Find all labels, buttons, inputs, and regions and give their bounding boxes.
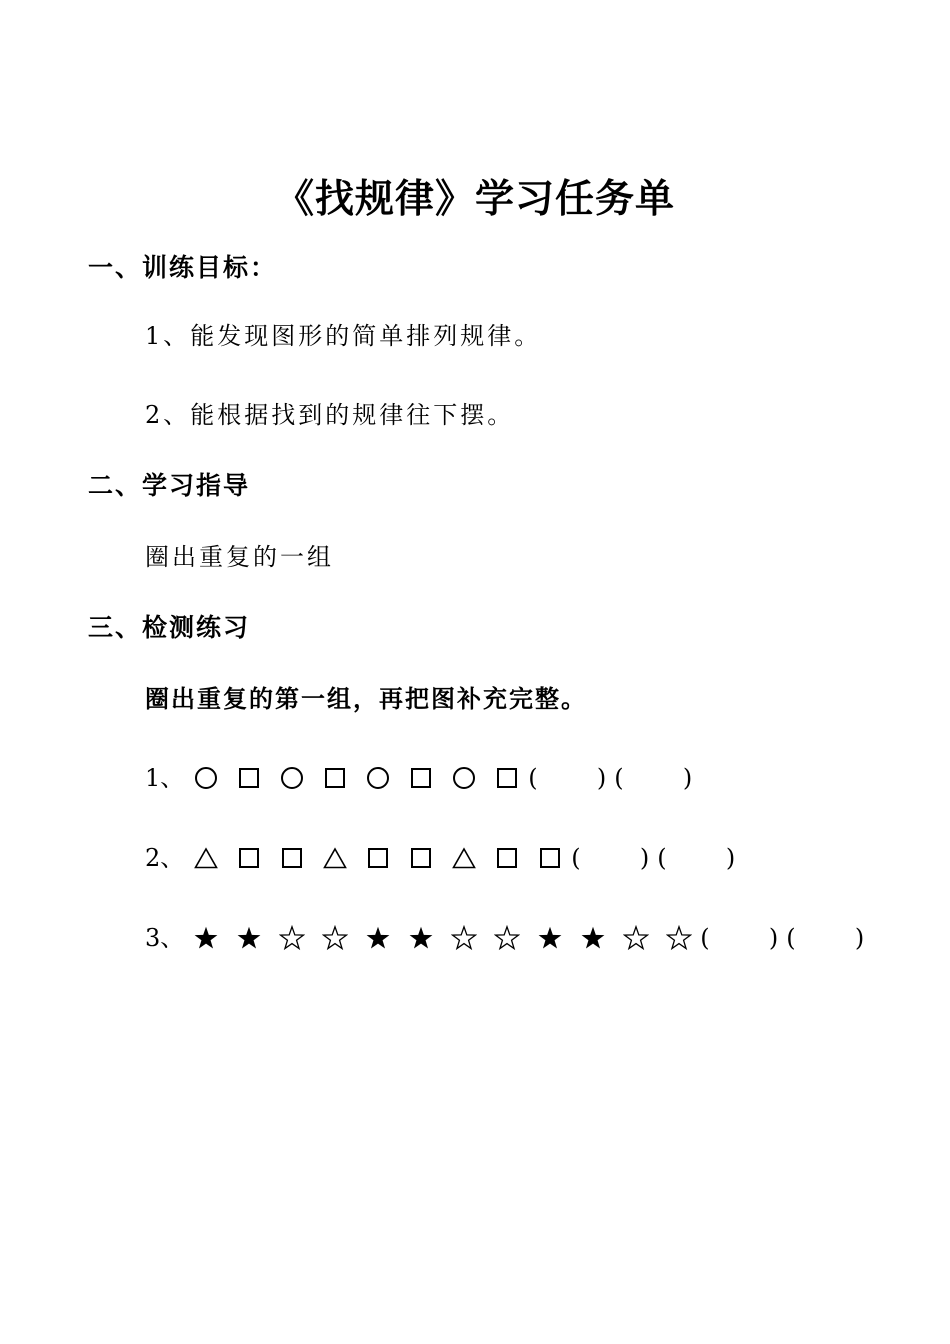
outline-star-icon bbox=[442, 918, 485, 958]
blank-open-paren: ( bbox=[786, 924, 796, 952]
section-heading-guidance: 二、学习指导 bbox=[88, 471, 251, 500]
section-heading-goals: 一、训练目标： bbox=[88, 253, 278, 282]
answer-blank bbox=[571, 838, 657, 878]
outline-star-icon bbox=[614, 918, 657, 958]
filled-star-icon bbox=[399, 918, 442, 958]
filled-star-icon bbox=[356, 918, 399, 958]
exercise-row-1 bbox=[145, 758, 700, 798]
goal-line-2: 2、能根据找到的规律往下摆。 bbox=[145, 401, 515, 429]
exercise-number: 2、 bbox=[145, 844, 185, 872]
filled-star-icon bbox=[571, 918, 614, 958]
square-icon bbox=[528, 838, 571, 878]
exercise-items bbox=[184, 758, 700, 798]
blank-close-paren: ) bbox=[725, 844, 736, 872]
blank-open-paren: ( bbox=[700, 924, 710, 952]
circle-icon bbox=[270, 758, 313, 798]
blank-open-paren: ( bbox=[528, 764, 538, 792]
blank-close-paren: ) bbox=[639, 844, 650, 872]
square-icon bbox=[270, 838, 313, 878]
blank-open-paren: ( bbox=[614, 764, 624, 792]
triangle-icon bbox=[442, 838, 485, 878]
exercise-items bbox=[184, 918, 872, 958]
section-heading-practice: 三、检测练习 bbox=[88, 613, 251, 642]
answer-blank bbox=[614, 758, 700, 798]
guidance-line: 圈出重复的一组 bbox=[145, 543, 334, 571]
answer-blank bbox=[786, 918, 872, 958]
square-icon bbox=[399, 838, 442, 878]
filled-star-icon bbox=[528, 918, 571, 958]
exercise-row-2 bbox=[145, 838, 743, 878]
blank-close-paren: ) bbox=[596, 764, 607, 792]
blank-close-paren: ) bbox=[768, 924, 779, 952]
practice-instruction: 圈出重复的第一组，再把图补充完整。 bbox=[145, 685, 587, 713]
square-icon bbox=[399, 758, 442, 798]
circle-icon bbox=[442, 758, 485, 798]
answer-blank bbox=[528, 758, 614, 798]
square-icon bbox=[485, 838, 528, 878]
exercise-number: 1、 bbox=[145, 764, 185, 792]
exercise-items bbox=[184, 838, 743, 878]
outline-star-icon bbox=[313, 918, 356, 958]
square-icon bbox=[356, 838, 399, 878]
answer-blank bbox=[700, 918, 786, 958]
circle-icon bbox=[356, 758, 399, 798]
square-icon bbox=[313, 758, 356, 798]
square-icon bbox=[485, 758, 528, 798]
square-icon bbox=[227, 838, 270, 878]
square-icon bbox=[227, 758, 270, 798]
page-title: 《找规律》学习任务单 bbox=[274, 177, 675, 222]
exercise-number: 3、 bbox=[145, 924, 185, 952]
outline-star-icon bbox=[485, 918, 528, 958]
triangle-icon bbox=[313, 838, 356, 878]
filled-star-icon bbox=[184, 918, 227, 958]
blank-close-paren: ) bbox=[854, 924, 865, 952]
exercise-row-3 bbox=[145, 918, 872, 958]
circle-icon bbox=[184, 758, 227, 798]
blank-close-paren: ) bbox=[682, 764, 693, 792]
outline-star-icon bbox=[657, 918, 700, 958]
blank-open-paren: ( bbox=[571, 844, 581, 872]
blank-open-paren: ( bbox=[657, 844, 667, 872]
outline-star-icon bbox=[270, 918, 313, 958]
goal-line-1: 1、能发现图形的简单排列规律。 bbox=[145, 322, 542, 350]
filled-star-icon bbox=[227, 918, 270, 958]
triangle-icon bbox=[184, 838, 227, 878]
answer-blank bbox=[657, 838, 743, 878]
